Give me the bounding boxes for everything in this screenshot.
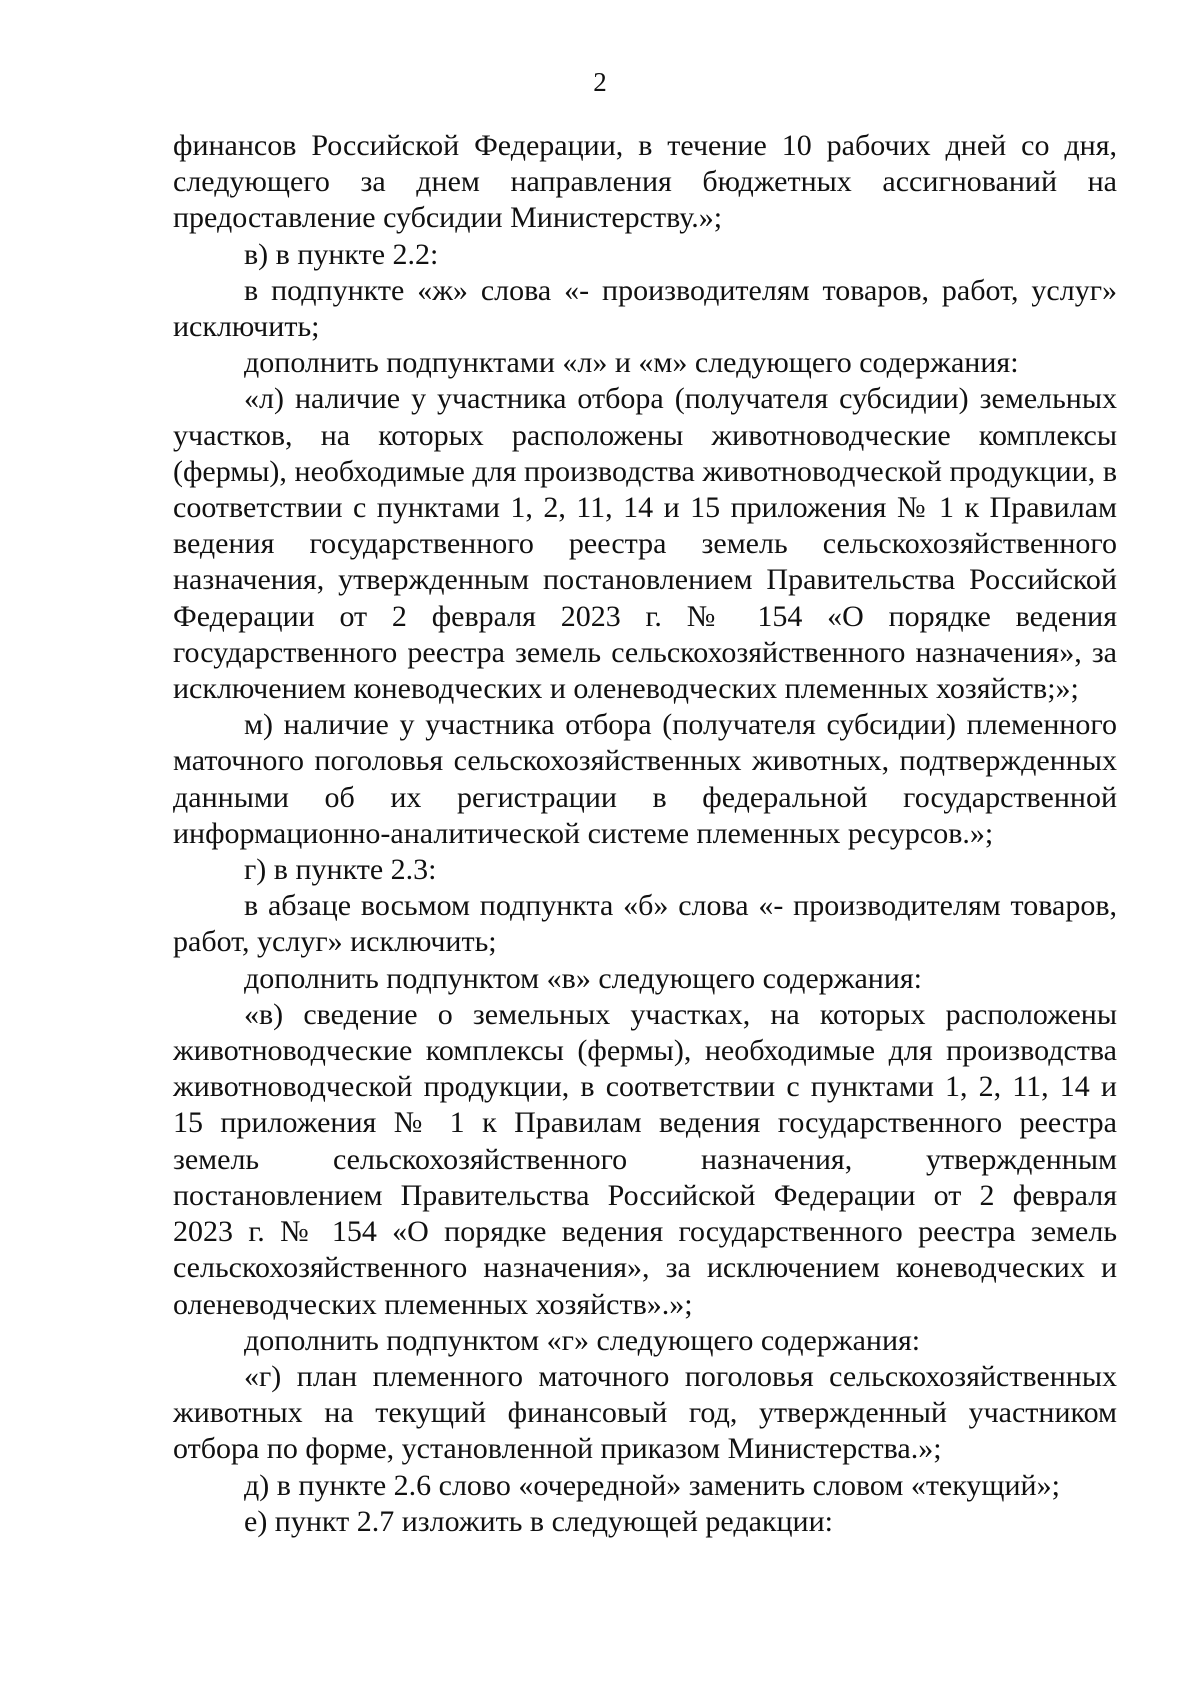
paragraph-item-e: е) пункт 2.7 изложить в следующей редакции: [244, 1504, 833, 1538]
paragraph: дополнить подпунктом «г» следующего содержания: [244, 1323, 921, 1357]
paragraph-subitem-g: «г) план племенного маточного поголовья сельскохозяйственных животных на текущий финансовый год, утвержденный участником отбора по форме, установленной приказом Министерства.»; [173, 1359, 1117, 1466]
paragraph-continuation: финансов Российской Федерации, в течение 10 рабочих дней со дня, следующего за днем направления бюджетных ассигнований на предоставление субсидии Министерству.»; [173, 129, 1117, 235]
paragraph-subitem-m: м) наличие у участника отбора (получателя субсидии) племенного маточного поголовья сельскохозяйственных животных, подтвержденных данными об их регистрации в федеральной государственной информационно-аналитической системе племенных ресурсов.»; [173, 708, 1117, 850]
document-body [173, 128, 1117, 1540]
paragraph: дополнить подпунктом «в» следующего содержания: [244, 961, 923, 995]
paragraph: в подпункте «ж» слова «- производителям товаров, работ, услуг» исключить; [173, 273, 1117, 344]
paragraph-subitem-l: «л) наличие у участника отбора (получателя субсидии) земельных участков, на которых расположены животноводческие комплексы (фермы), необходимые для производства животноводческой продукции, в соответствии с пунктами 1, 2, 11, 14 и 15 приложения № 1 к Правилам ведения государственного реестра земель сельскохозяйственного назначения, утвержденным постановлением Правительства Российской Федерации от 2 февраля 2023 г. № 154 «О порядке ведения государственного реестра земель сельскохозяйственного назначения», за исключением коневодческих и оленеводческих племенных хозяйств;»; [173, 382, 1117, 706]
page-number: 2 [593, 67, 607, 97]
paragraph: в абзаце восьмом подпункта «б» слова «- производителям товаров, работ, услуг» исключить; [173, 889, 1117, 959]
paragraph-item-g: г) в пункте 2.3: [244, 853, 437, 887]
paragraph-subitem-v: «в) сведение о земельных участках, на которых расположены животноводческие комплексы (фермы), необходимые для производства животноводческой продукции, в соответствии с пунктами 1, 2, 11, 14 и 15 приложения № 1 к Правилам ведения государственного реестра земель сельскохозяйственного назначения, утвержденным постановлением Правительства Российской Федерации от 2 февраля 2023 г. № 154 «О порядке ведения государственного реестра земель сельскохозяйственного назначения», за исключением коневодческих и оленеводческих племенных хозяйств».»; [173, 997, 1117, 1321]
paragraph-item-d: д) в пункте 2.6 слово «очередной» заменить словом «текущий»; [244, 1468, 1060, 1502]
paragraph-item-v: в) в пункте 2.2: [244, 237, 439, 271]
paragraph: дополнить подпунктами «л» и «м» следующего содержания: [244, 346, 1019, 380]
